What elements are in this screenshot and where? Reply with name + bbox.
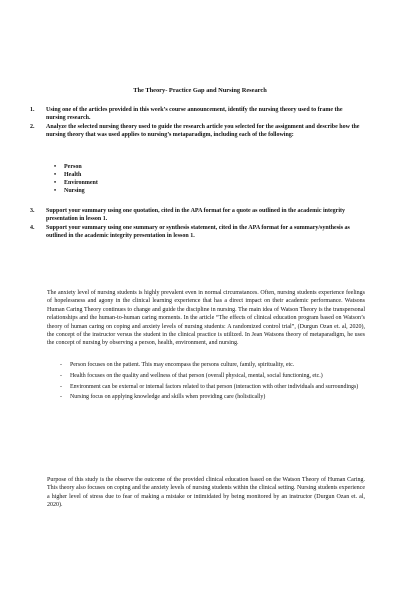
metaparadigm-details-list <box>60 362 360 405</box>
metaparadigm-item <box>54 179 98 187</box>
question-number: 4. <box>30 225 35 232</box>
bullet-icon: • <box>54 180 57 186</box>
question-text: Support your summary using one quotation, cited in the APA format for a quote as outlined in the academic integrity presentation in lesson 1. <box>46 208 346 222</box>
metaparadigm-list <box>54 163 98 195</box>
question-item <box>30 124 360 139</box>
bullet-icon: • <box>54 172 57 178</box>
question-text: Analyze the selected nursing theory used to guide the research article you selected for the assignment and describe how the nursing theory that was used applies to nursing’s metaparadigm, including each of the following: <box>46 124 360 138</box>
question-number: 2. <box>30 124 35 131</box>
detail-text: Environment can be external or internal factors related to that person (interaction with other individuals and surroundings) <box>70 383 359 390</box>
dash-icon: - <box>60 362 62 368</box>
metaparadigm-label: Person <box>64 164 82 170</box>
assignment-questions-part-1 <box>30 107 360 141</box>
dash-icon: - <box>60 394 62 401</box>
body-paragraph: Purpose of this study is the observe the outcome of the provided clinical education based on the Watson Theory of Human Caring. This theory also focuses on coping and the anxiety levels of nursing students within the clinical setting. Nursing students experience a higher level of stress due to fear of making a mistake or intimidated by being monitored by an instructor (Durgun Ozan et. al, 2020). <box>47 477 365 509</box>
detail-item <box>60 373 360 381</box>
body-paragraph: The anxiety level of nursing students is highly prevalent even in normal circumstances. Often, nursing students experience feelings of hopelessness and agony in the clinical learning experience that has a direct impact on their academic performance. Watsons Human Caring Theory continues to change and guide the discipline in nursing. The main idea of Watson Theory is the transpersonal relationships and the human-to-human caring moments. In the article “The effects of clinical education program based on Watson’s theory of human caring on coping and anxiety levels of nursing students: A randomized control trial”, (Durgun Ozan et. al, 2020), the concept of the instructor versus the student in the clinical practice is utilized. In Jean Watsons theory of metaparadigm, he uses the concept of nursing by observing a person, health, environment, and nursing. <box>47 290 365 347</box>
question-number: 1. <box>30 107 35 113</box>
document-title: The Theory- Practice Gap and Nursing Research <box>133 87 267 94</box>
metaparadigm-label: Environment <box>64 180 98 186</box>
dash-icon: - <box>60 372 62 379</box>
question-item <box>30 107 360 122</box>
detail-text: Person focuses on the patient. This may encompass the persons culture, family, spirituality, etc. <box>70 362 295 368</box>
metaparadigm-label: Health <box>64 172 82 178</box>
detail-item <box>60 384 360 392</box>
metaparadigm-label: Nursing <box>64 188 85 194</box>
detail-text: Nursing focus on applying knowledge and skills when providing care (holistically) <box>70 394 266 401</box>
dash-icon: - <box>60 383 62 390</box>
question-text: Support your summary using one summary or synthesis statement, cited in the APA format for a summary/synthesis as outlined in the academic integrity presentation in lesson 1. <box>46 225 350 239</box>
detail-text: Health focuses on the quality and wellness of that person (overall physical, mental, social functioning, etc.) <box>70 372 323 379</box>
assignment-questions-part-2 <box>30 208 360 242</box>
metaparadigm-item <box>54 163 98 171</box>
detail-item <box>60 394 360 402</box>
question-item <box>30 208 360 223</box>
bullet-icon: • <box>54 188 57 194</box>
metaparadigm-item <box>54 187 98 195</box>
question-text: Using one of the articles provided in this week’s course announcement, identify the nursing theory used to frame the nursing research. <box>46 107 343 121</box>
question-item <box>30 225 360 240</box>
question-number: 3. <box>30 208 35 214</box>
metaparadigm-item <box>54 171 98 179</box>
detail-item <box>60 362 360 370</box>
bullet-icon: • <box>54 164 57 170</box>
